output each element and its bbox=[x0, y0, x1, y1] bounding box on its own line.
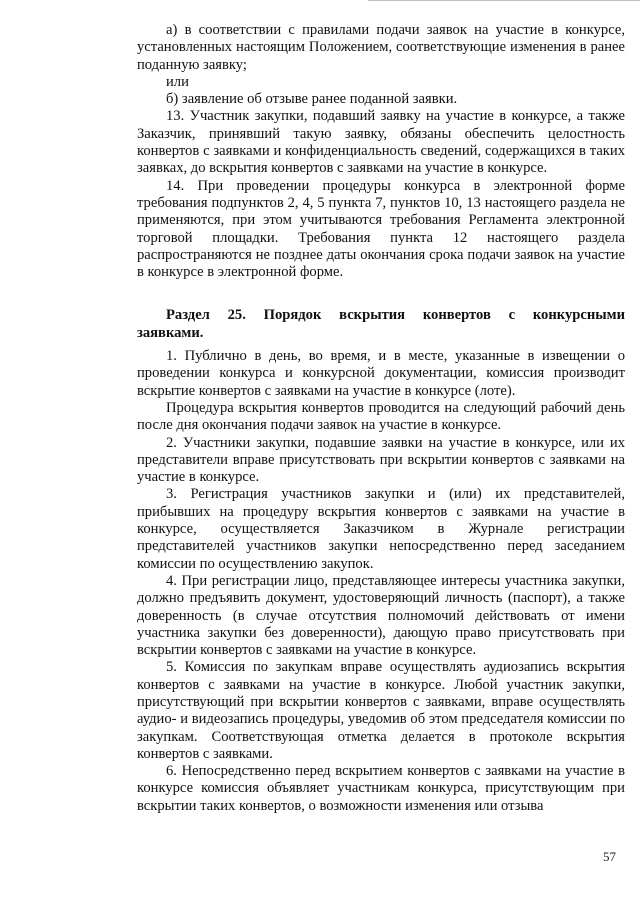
paragraph-25-6: 6. Непосредственно перед вскрытием конвертов с заявками на участие в конкурсе комиссия объявляет участникам конкурса, присутствующим при вскрытии таких конвертов, о возможности изменения или отзыва bbox=[137, 763, 625, 814]
section-heading: Раздел 25. Порядок вскрытия конвертов с конкурсными заявками. bbox=[137, 307, 625, 341]
paragraph-or: или bbox=[166, 73, 189, 90]
paragraph-25-3: 3. Регистрация участников закупки и (или) их представителей, прибывших на процедуру вскрытия конвертов с заявками на участие в конкурсе, осуществляется Заказчиком в Журнале регистрации представителей участников закупки непосредственно перед заседанием комиссии по осуществлению закупок. bbox=[137, 486, 625, 572]
paragraph-25-5: 5. Комиссия по закупкам вправе осуществлять аудиозапись вскрытия конвертов с заявками на участие в конкурсе. Любой участник закупки, присутствующий при вскрытии конвертов с заявками, вправе осуществлять аудио- и видеозапись процедуры, уведомив об этом председателя комиссии по закупкам. Соответствующая отметка делается в протоколе вскрытия конвертов с заявками. bbox=[137, 659, 625, 762]
paragraph-25-1: 1. Публично в день, во время, и в месте, указанные в извещении о проведении конкурса и конкурсной документации, комиссия производит вскрытие конвертов с заявками на участие в конкурсе (лоте). bbox=[137, 348, 625, 399]
paragraph-12a: а) в соответствии с правилами подачи заявок на участие в конкурсе, установленных настоящим Положением, соответствующие изменения в ранее поданную заявку; bbox=[137, 22, 625, 73]
top-scan-edge bbox=[368, 0, 640, 1]
paragraph-13: 13. Участник закупки, подавший заявку на участие в конкурсе, а также Заказчик, принявший такую заявку, обязаны обеспечить целостность конвертов с заявками и конфиденциальность сведений, содержащихся в таких заявках, до вскрытия конвертов с заявками на участие в конкурсе. bbox=[137, 108, 625, 177]
paragraph-25-2: 2. Участники закупки, подавшие заявки на участие в конкурсе, или их представители вправе присутствовать при вскрытии конвертов с заявками на участие в конкурсе. bbox=[137, 434, 625, 486]
paragraph-14: 14. При проведении процедуры конкурса в электронной форме требования подпунктов 2, 4, 5 пункта 7, пунктов 10, 13 настоящего раздела не применяются, при этом учитываются требования Регламента электронной торговой площадки. Требования пункта 12 настоящего раздела распространяются не позднее даты окончания срока подачи заявок на участие в конкурсе в электронной форме. bbox=[137, 177, 625, 281]
document-body bbox=[137, 22, 625, 815]
paragraph-25-4: 4. При регистрации лицо, представляющее интересы участника закупки, должно предъявить документ, удостоверяющий личность (паспорт), а также доверенность (в случае отсутствия полномочий действовать от имени участника закупки без доверенности), дающую право присутствовать при вскрытии конвертов с заявками на участие в конкурсе. bbox=[137, 572, 625, 659]
paragraph-12b: б) заявление об отзыве ранее поданной заявки. bbox=[166, 91, 458, 108]
paragraph-25-1-procedure: Процедура вскрытия конвертов проводится на следующий рабочий день после дня окончания подачи заявок на участие в конкурсе. bbox=[137, 399, 625, 434]
page-number: 57 bbox=[603, 849, 616, 864]
